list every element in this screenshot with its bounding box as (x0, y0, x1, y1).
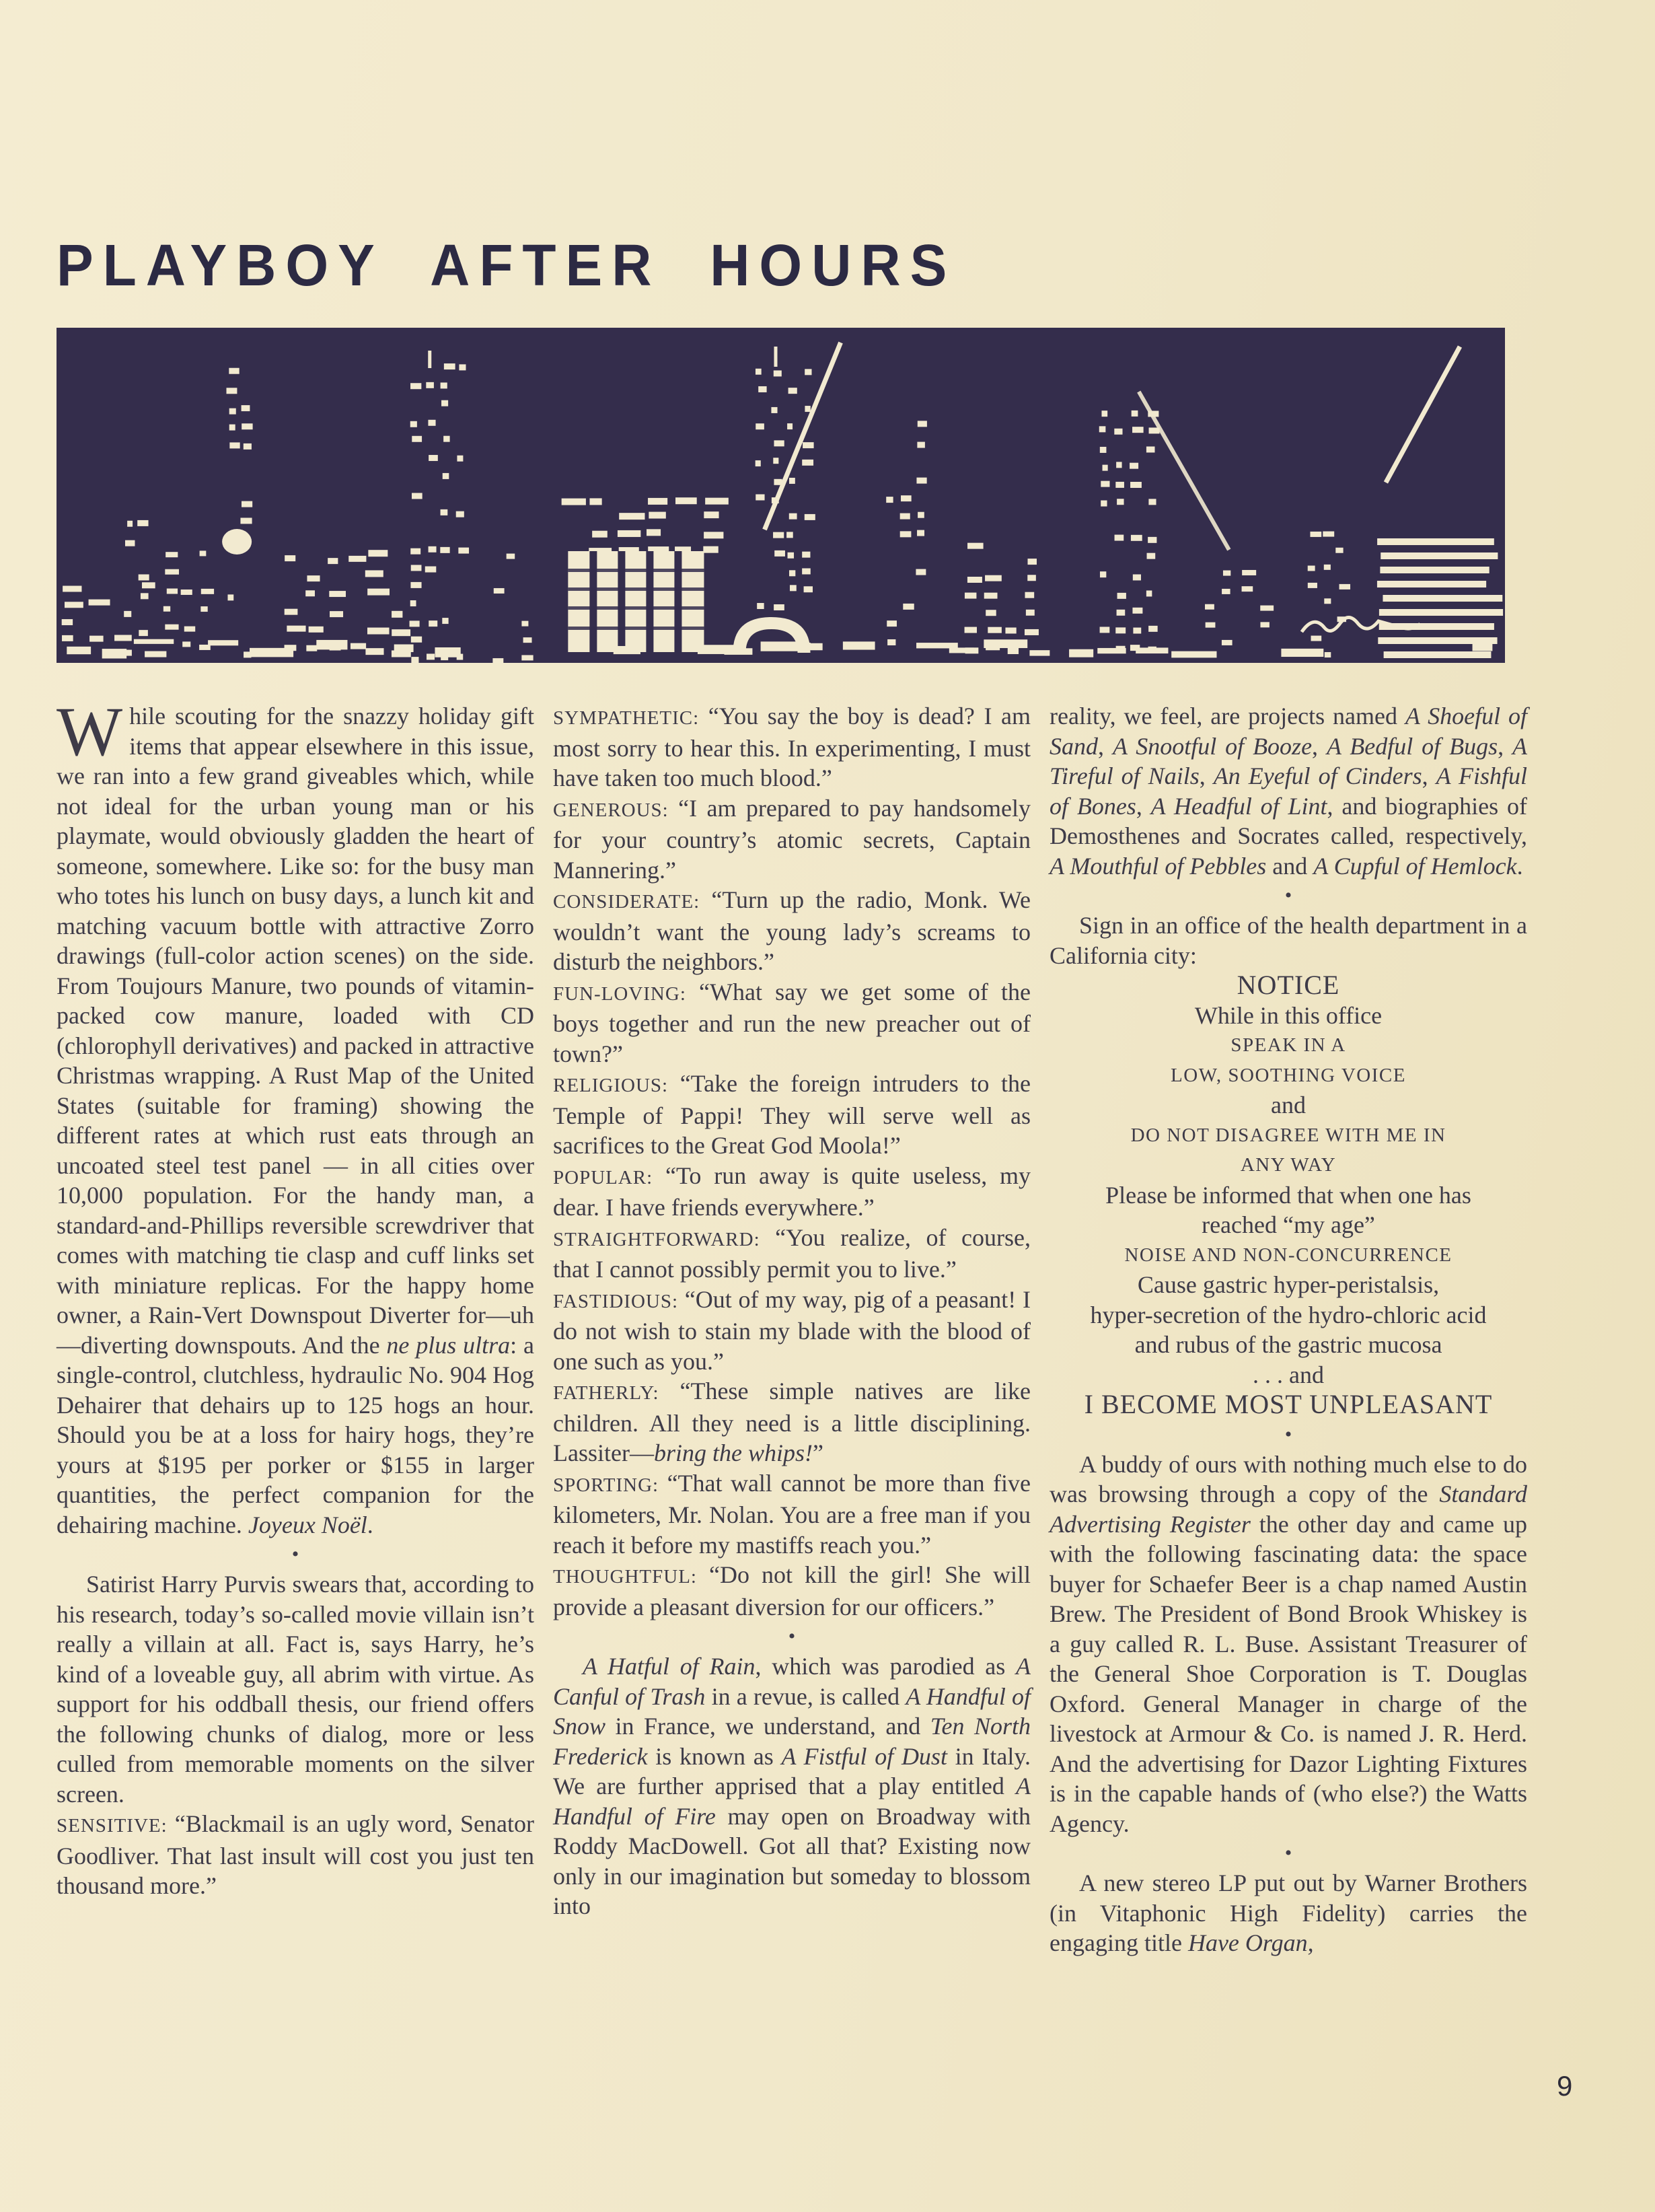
centered-sign-line: NOTICE (1237, 970, 1340, 1000)
dialog-entry: FUN-LOVING: “What say we get some of the boys together and run the new preacher out of town?” (553, 978, 1031, 1067)
paragraph: A Hatful of Rain, which was parodied as A Canful of Trash in a revue, is called A Handful of Snow in France, we understand, and Ten North Frederick is known as A Fistful of Dust in Italy. We are further apprised that a play entitled A Handful of Fire may open on Broadway with Roddy MacDowell. Got all that? Existing now only in our imagination but someday to blossom into (553, 1653, 1031, 1919)
paragraph: Sign in an office of the health department in a California city: (1050, 912, 1527, 969)
dialog-label: FASTIDIOUS: (553, 1290, 679, 1312)
dialog-entry: SPORTING: “That wall cannot be more than five kilometers, Mr. Nolan. You are a free man if you reach it before my mastiffs reach you.” (553, 1469, 1031, 1559)
centered-sign-line: While in this office (1194, 1001, 1383, 1029)
text-column-3 (1050, 701, 1527, 1958)
paragraph: Satirist Harry Purvis swears that, according to his research, today’s so-called movie villain isn’t really a villain at all. Fact is, says Harry, he’s kind of a loveable guy, all abrim with virtue. As support for his oddball thesis, our friend offers the following chunks of dialog, more or less culled from memorable moments on the silver screen. (57, 1571, 534, 1808)
section-separator-bullet: • (1284, 1423, 1292, 1446)
page-number: 9 (1557, 2070, 1573, 2102)
dialog-label: FUN-LOVING: (553, 983, 686, 1005)
dialog-entry: FASTIDIOUS: “Out of my way, pig of a peasant! I do not wish to stain my blade with the blood of one such as you.” (553, 1285, 1031, 1375)
dialog-entry: CONSIDERATE: “Turn up the radio, Monk. We wouldn’t want the young lady’s screams to disturb the neighbors.” (553, 886, 1031, 975)
dialog-label: RELIGIOUS: (553, 1075, 669, 1096)
centered-sign-line: . . . and (1253, 1361, 1324, 1388)
drop-cap: W (57, 693, 123, 771)
section-separator-bullet: • (788, 1625, 796, 1647)
dialog-label: STRAIGHTFORWARD: (553, 1228, 760, 1250)
centered-sign-line: Please be informed that when one has (1105, 1181, 1471, 1209)
centered-sign-line: hyper-secretion of the hydro-chloric acid (1090, 1301, 1487, 1328)
section-separator-bullet: • (1284, 884, 1292, 906)
centered-sign-line: ANY WAY (1240, 1154, 1337, 1176)
text-column-2 (553, 701, 1031, 1921)
dialog-entry: SYMPATHETIC: “You say the boy is dead? I am most sorry to hear this. In experimenting, I must have taken too much blood.” (553, 703, 1031, 791)
centered-sign-line: DO NOT DISAGREE WITH ME IN (1130, 1124, 1446, 1146)
centered-sign-line: and rubus of the gastric mucosa (1134, 1331, 1442, 1358)
paragraph: While scouting for the snazzy holiday gift items that appear elsewhere in this issue, we ran into a few grand giveables which, while not ideal for the urban young man or his playmate, would obviously gladden the heart of someone, somewhere. Like so: for the busy man who totes his lunch on busy days, a lunch kit and matching vacuum bottle with attractive Zorro drawings (full-color action scenes) on the side. From Toujours Manure, two pounds of vitamin-packed cow manure, loaded with CD (chlorophyll derivatives) and packed in attractive Christmas wrapping. A Rust Map of the United States (suitable for framing) showing the different rates at which rust eats through an uncoated steel test panel — in all cities over 10,000 population. For the handy man, a standard-and-Phillips reversible screwdriver that comes with matching tie clasp and cuff links set with miniature replicas. For the happy home owner, a Rain-Vert Downspout Diverter for—uh—diverting downspouts. And the ne plus ultra: a single-control, clutchless, hydraulic No. 904 Hog Dehairer that dehairs up to 125 hogs an hour. Should you be at a loss for hairy hogs, they’re yours at $195 per porker or $155 in larger quantities, the perfect companion for the dehairing machine. Joyeux Noël. (57, 693, 534, 1538)
page-title: PLAYBOY AFTER HOURS (57, 233, 957, 299)
centered-sign-line: Cause gastric hyper-peristalsis, (1137, 1271, 1440, 1298)
paragraph: A buddy of ours with nothing much else to do was browsing through a copy of the Standard Advertising Register the other day and came up with the following fascinating data: the space buyer for Schaefer Beer is a chap named Austin Brew. The President of Bond Brook Whiskey is a guy called R. L. Buse. Assistant Treasurer of the General Shoe Corporation is T. Douglas Oxford. General Manager in charge of the livestock at Armour & Co. is named J. R. Herd. And the advertising for Dazor Lighting Fixtures is in the capable hands of (who else?) the Watts Agency. (1050, 1450, 1528, 1837)
dialog-label: FATHERLY: (553, 1382, 659, 1404)
text-column-1 (57, 693, 534, 1901)
dialog-label: SYMPATHETIC: (553, 707, 700, 729)
city-skyline-night-illustration (57, 328, 1505, 663)
centered-sign-line: SPEAK IN A (1230, 1034, 1346, 1056)
dialog-entry: FATHERLY: “These simple natives are like children. All they need is a little disciplining. Lassiter—bring the whips!” (553, 1378, 1031, 1466)
dialog-entry: RELIGIOUS: “Take the foreign intruders to the Temple of Pappi! They will serve well as sacrifices to the Great God Moola!” (553, 1070, 1031, 1159)
dialog-entry: GENEROUS: “I am prepared to pay handsomely for your country’s atomic secrets, Captain Mannering.” (553, 794, 1031, 884)
dialog-label: POPULAR: (553, 1166, 653, 1188)
centered-sign-line: and (1271, 1092, 1306, 1118)
paragraph: A new stereo LP put out by Warner Brothers (in Vitaphonic High Fidelity) carries the engaging title Have Organ, (1050, 1869, 1527, 1956)
section-separator-bullet: • (291, 1543, 299, 1565)
dialog-label: THOUGHTFUL: (553, 1566, 697, 1587)
dialog-entry: SENSITIVE: “Blackmail is an ugly word, Senator Goodliver. That last insult will cost you just ten thousand more.” (57, 1810, 534, 1899)
article-columns (57, 693, 1528, 1958)
dialog-label: SENSITIVE: (57, 1815, 168, 1836)
section-separator-bullet: • (1284, 1842, 1292, 1864)
centered-sign-line: NOISE AND NON-CONCURRENCE (1124, 1244, 1452, 1266)
dialog-label: CONSIDERATE: (553, 891, 700, 913)
centered-sign-line: I BECOME MOST UNPLEASANT (1084, 1389, 1493, 1419)
dialog-label: SPORTING: (553, 1474, 659, 1496)
centered-sign-line: LOW, SOOTHING VOICE (1171, 1064, 1406, 1086)
dialog-entry: STRAIGHTFORWARD: “You realize, of course, that I cannot possibly permit you to live.” (553, 1223, 1031, 1283)
centered-sign-line: reached “my age” (1202, 1211, 1375, 1238)
paragraph: reality, we feel, are projects named A Shoeful of Sand, A Snootful of Booze, A Bedful of Bugs, A Tireful of Nails, An Eyeful of Cinders, A Fishful of Bones, A Headful of Lint, and biographies of Demosthenes and Socrates called, respectively, A Mouthful of Pebbles and A Cupful of Hemlock. (1050, 703, 1528, 880)
dialog-entry: POPULAR: “To run away is quite useless, my dear. I have friends everywhere.” (553, 1162, 1031, 1221)
dialog-label: GENEROUS: (553, 799, 669, 821)
dialog-entry: THOUGHTFUL: “Do not kill the girl! She will provide a pleasant diversion for our officers.” (553, 1561, 1031, 1620)
